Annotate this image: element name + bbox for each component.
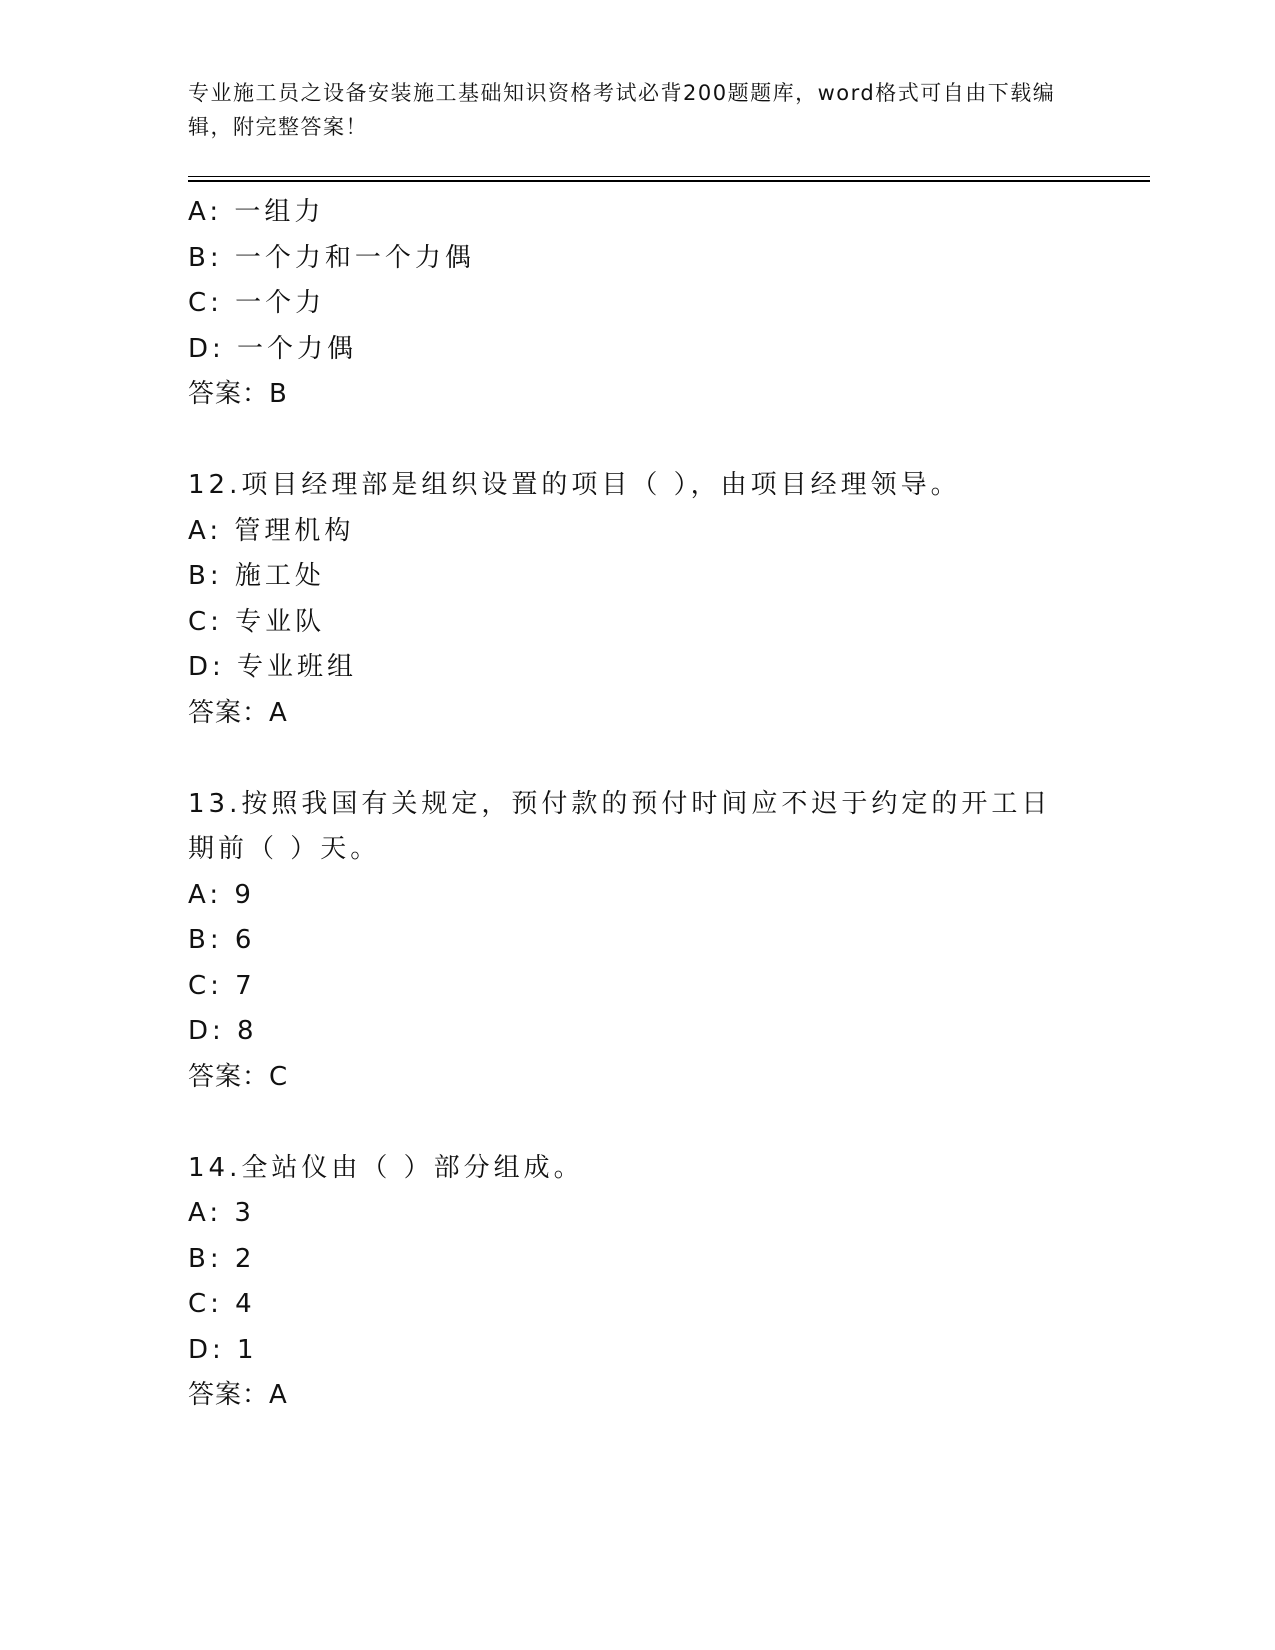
spacer: [188, 418, 1088, 464]
option-d: D: 一个力偶: [188, 333, 358, 364]
answer-line: 答案：A: [188, 1380, 288, 1410]
option-a: A: 一组力: [188, 197, 325, 227]
option-c: C: 专业队: [188, 606, 326, 637]
question-text: 14.全站仪由（ ）部分组成。: [188, 1152, 584, 1183]
option-a: A: 管理机构: [188, 515, 355, 546]
option-c: C: 7: [188, 970, 256, 1001]
option-d: D: 专业班组: [188, 652, 358, 682]
spacer: [188, 736, 1088, 782]
question-list: [188, 190, 1088, 1419]
header-rule-thick: [188, 180, 1150, 182]
answer-line: 答案：C: [188, 1061, 289, 1092]
option-b: B: 施工处: [188, 561, 325, 591]
spacer: [188, 1100, 1088, 1146]
answer-line: 答案：A: [188, 697, 288, 728]
header-rule-thin: [188, 176, 1150, 177]
option-b: B: 一个力和一个力偶: [188, 242, 475, 273]
question-text: 12.项目经理部是组织设置的项目（ ），由项目经理领导。: [188, 470, 961, 500]
document-header: 专业施工员之设备安装施工基础知识资格考试必背200题题库，word格式可自由下载编辑，附完整答案！: [188, 81, 1056, 139]
option-c: C: 一个力: [188, 288, 326, 318]
question-11: [188, 190, 1088, 418]
option-c: C: 4: [188, 1289, 256, 1319]
option-b: B: 6: [188, 925, 256, 955]
question-text: 13.按照我国有关规定，预付款的预付时间应不迟于约定的开工日期前（ ）天。: [188, 788, 1052, 864]
answer-line: 答案：B: [188, 379, 288, 409]
option-d: D: 1: [188, 1334, 258, 1365]
option-a: A: 9: [188, 879, 255, 910]
option-a: A: 3: [188, 1198, 255, 1228]
question-12: [188, 463, 1088, 736]
option-d: D: 8: [188, 1016, 258, 1046]
question-13: [188, 782, 1088, 1101]
question-14: [188, 1146, 1088, 1419]
option-b: B: 2: [188, 1243, 256, 1274]
